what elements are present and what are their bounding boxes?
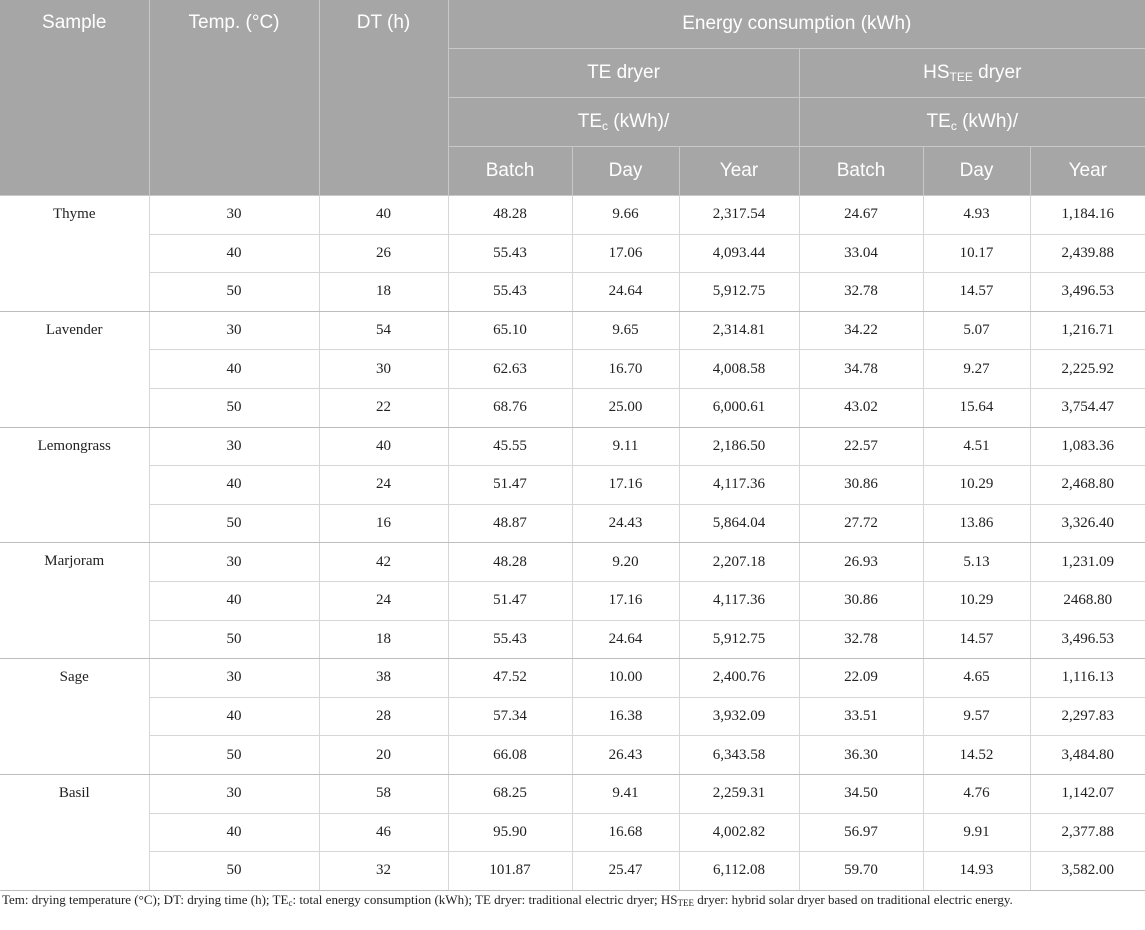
te-day-cell: 24.64 — [572, 620, 679, 659]
hs-batch-cell: 30.86 — [799, 581, 923, 620]
header-hs-year: Year — [1030, 147, 1145, 196]
te-year-cell: 2,186.50 — [679, 427, 799, 466]
te-batch-cell: 48.28 — [448, 543, 572, 582]
sample-name: Lavender — [0, 311, 149, 427]
hs-year-cell: 3,582.00 — [1030, 852, 1145, 891]
sample-name: Basil — [0, 774, 149, 890]
header-hs-day: Day — [923, 147, 1030, 196]
te-day-cell: 9.41 — [572, 774, 679, 813]
te-day-cell: 10.00 — [572, 659, 679, 698]
temp-cell: 40 — [149, 813, 319, 852]
te-year-cell: 4,117.36 — [679, 581, 799, 620]
te-year-cell: 5,912.75 — [679, 273, 799, 312]
hs-day-cell: 4.76 — [923, 774, 1030, 813]
hs-day-cell: 14.57 — [923, 620, 1030, 659]
hs-batch-cell: 30.86 — [799, 466, 923, 505]
temp-cell: 50 — [149, 388, 319, 427]
te-batch-cell: 55.43 — [448, 273, 572, 312]
te-year-cell: 5,864.04 — [679, 504, 799, 543]
hs-day-cell: 10.17 — [923, 234, 1030, 273]
te-batch-cell: 51.47 — [448, 581, 572, 620]
te-day-cell: 9.66 — [572, 196, 679, 235]
table-row — [0, 736, 1145, 775]
temp-cell: 30 — [149, 196, 319, 235]
hs-year-cell: 2,377.88 — [1030, 813, 1145, 852]
hs-batch-cell: 34.50 — [799, 774, 923, 813]
dt-cell: 40 — [319, 427, 448, 466]
dt-cell: 42 — [319, 543, 448, 582]
hs-year-cell: 3,496.53 — [1030, 620, 1145, 659]
hs-day-cell: 5.13 — [923, 543, 1030, 582]
dt-cell: 16 — [319, 504, 448, 543]
sample-name: Lemongrass — [0, 427, 149, 543]
te-year-cell: 4,117.36 — [679, 466, 799, 505]
hs-year-cell: 1,231.09 — [1030, 543, 1145, 582]
dt-cell: 20 — [319, 736, 448, 775]
hs-day-cell: 9.91 — [923, 813, 1030, 852]
header-hs-tec: $TE_c$ (kWh)/ — [799, 98, 1145, 147]
table-row — [0, 659, 1145, 698]
header-te-year: Year — [679, 147, 799, 196]
table-row — [0, 350, 1145, 389]
hs-day-cell: 15.64 — [923, 388, 1030, 427]
hs-day-cell: 10.29 — [923, 466, 1030, 505]
sample-name: Sage — [0, 659, 149, 775]
hs-year-cell: 3,496.53 — [1030, 273, 1145, 312]
te-day-cell: 17.16 — [572, 466, 679, 505]
temp-cell: 30 — [149, 543, 319, 582]
te-year-cell: 2,259.31 — [679, 774, 799, 813]
temp-cell: 50 — [149, 504, 319, 543]
hs-year-cell: 1,083.36 — [1030, 427, 1145, 466]
hs-day-cell: 5.07 — [923, 311, 1030, 350]
temp-cell: 50 — [149, 852, 319, 891]
table-footnote: Tem: drying temperature (°C); DT: drying time (h); $TE_c$: total energy consumption (kWh); TE dryer: traditional electric dryer; $HS_{TEE}$ dryer: hybrid solar dryer based on traditional electric energy. — [2, 892, 1013, 908]
te-day-cell: 24.64 — [572, 273, 679, 312]
hs-batch-cell: 59.70 — [799, 852, 923, 891]
table-row — [0, 234, 1145, 273]
hs-year-cell: 3,754.47 — [1030, 388, 1145, 427]
te-batch-cell: 62.63 — [448, 350, 572, 389]
te-day-cell: 16.70 — [572, 350, 679, 389]
hs-batch-cell: 43.02 — [799, 388, 923, 427]
dt-cell: 30 — [319, 350, 448, 389]
te-year-cell: 6,000.61 — [679, 388, 799, 427]
temp-cell: 30 — [149, 774, 319, 813]
temp-cell: 40 — [149, 697, 319, 736]
temp-cell: 40 — [149, 234, 319, 273]
te-batch-cell: 48.87 — [448, 504, 572, 543]
table-header — [0, 0, 1145, 196]
te-year-cell: 6,112.08 — [679, 852, 799, 891]
temp-cell: 40 — [149, 350, 319, 389]
table-row — [0, 543, 1145, 582]
table-row — [0, 196, 1145, 235]
header-sample: Sample — [0, 0, 149, 196]
hs-year-cell: 3,326.40 — [1030, 504, 1145, 543]
te-day-cell: 16.38 — [572, 697, 679, 736]
te-batch-cell: 65.10 — [448, 311, 572, 350]
hs-batch-cell: 27.72 — [799, 504, 923, 543]
hs-batch-cell: 56.97 — [799, 813, 923, 852]
header-temp: Temp. (°C) — [149, 0, 319, 196]
table-body — [0, 196, 1145, 891]
te-year-cell: 4,008.58 — [679, 350, 799, 389]
hs-batch-cell: 33.51 — [799, 697, 923, 736]
hs-batch-cell: 33.04 — [799, 234, 923, 273]
te-batch-cell: 51.47 — [448, 466, 572, 505]
hs-day-cell: 14.93 — [923, 852, 1030, 891]
hs-day-cell: 9.57 — [923, 697, 1030, 736]
hs-day-cell: 4.93 — [923, 196, 1030, 235]
hs-year-cell: 1,216.71 — [1030, 311, 1145, 350]
te-batch-cell: 55.43 — [448, 234, 572, 273]
table-row — [0, 466, 1145, 505]
hs-year-cell: 1,184.16 — [1030, 196, 1145, 235]
dt-cell: 38 — [319, 659, 448, 698]
hs-batch-cell: 26.93 — [799, 543, 923, 582]
te-year-cell: 3,932.09 — [679, 697, 799, 736]
te-day-cell: 25.47 — [572, 852, 679, 891]
temp-cell: 50 — [149, 736, 319, 775]
hs-year-cell: 2,439.88 — [1030, 234, 1145, 273]
hs-day-cell: 13.86 — [923, 504, 1030, 543]
te-batch-cell: 68.76 — [448, 388, 572, 427]
table-row — [0, 774, 1145, 813]
hs-day-cell: 4.65 — [923, 659, 1030, 698]
table-row — [0, 620, 1145, 659]
header-te-dryer: TE dryer — [448, 49, 799, 98]
te-day-cell: 9.20 — [572, 543, 679, 582]
table-row — [0, 697, 1145, 736]
temp-cell: 50 — [149, 620, 319, 659]
table-row — [0, 311, 1145, 350]
hs-batch-cell: 34.22 — [799, 311, 923, 350]
dt-cell: 24 — [319, 581, 448, 620]
table-row — [0, 273, 1145, 312]
hs-batch-cell: 36.30 — [799, 736, 923, 775]
te-day-cell: 26.43 — [572, 736, 679, 775]
table-row — [0, 852, 1145, 891]
sample-name: Marjoram — [0, 543, 149, 659]
te-batch-cell: 57.34 — [448, 697, 572, 736]
te-day-cell: 9.11 — [572, 427, 679, 466]
te-year-cell: 4,002.82 — [679, 813, 799, 852]
hs-batch-cell: 22.09 — [799, 659, 923, 698]
te-year-cell: 6,343.58 — [679, 736, 799, 775]
te-batch-cell: 66.08 — [448, 736, 572, 775]
hs-year-cell: 2468.80 — [1030, 581, 1145, 620]
hs-day-cell: 14.57 — [923, 273, 1030, 312]
hs-year-cell: 2,297.83 — [1030, 697, 1145, 736]
dt-cell: 28 — [319, 697, 448, 736]
te-day-cell: 9.65 — [572, 311, 679, 350]
te-batch-cell: 55.43 — [448, 620, 572, 659]
te-day-cell: 17.16 — [572, 581, 679, 620]
te-day-cell: 17.06 — [572, 234, 679, 273]
te-year-cell: 5,912.75 — [679, 620, 799, 659]
temp-cell: 30 — [149, 659, 319, 698]
dt-cell: 24 — [319, 466, 448, 505]
hs-batch-cell: 32.78 — [799, 273, 923, 312]
temp-cell: 50 — [149, 273, 319, 312]
hs-year-cell: 2,225.92 — [1030, 350, 1145, 389]
te-year-cell: 2,207.18 — [679, 543, 799, 582]
hs-year-cell: 1,116.13 — [1030, 659, 1145, 698]
te-batch-cell: 68.25 — [448, 774, 572, 813]
dt-cell: 26 — [319, 234, 448, 273]
header-te-tec: $TE_c$ (kWh)/ — [448, 98, 799, 147]
hs-batch-cell: 22.57 — [799, 427, 923, 466]
te-year-cell: 2,314.81 — [679, 311, 799, 350]
hs-batch-cell: 34.78 — [799, 350, 923, 389]
te-day-cell: 16.68 — [572, 813, 679, 852]
temp-cell: 40 — [149, 466, 319, 505]
te-batch-cell: 48.28 — [448, 196, 572, 235]
dt-cell: 40 — [319, 196, 448, 235]
dt-cell: 58 — [319, 774, 448, 813]
hs-year-cell: 1,142.07 — [1030, 774, 1145, 813]
header-hs-dryer: $HS_{TEE}$ dryer — [799, 49, 1145, 98]
te-year-cell: 2,400.76 — [679, 659, 799, 698]
header-energy: Energy consumption (kWh) — [448, 0, 1145, 49]
sample-name: Thyme — [0, 196, 149, 312]
temp-cell: 40 — [149, 581, 319, 620]
header-te-day: Day — [572, 147, 679, 196]
table-row — [0, 388, 1145, 427]
te-batch-cell: 95.90 — [448, 813, 572, 852]
te-batch-cell: 47.52 — [448, 659, 572, 698]
table-row — [0, 504, 1145, 543]
dt-cell: 46 — [319, 813, 448, 852]
header-dt: DT (h) — [319, 0, 448, 196]
dt-cell: 32 — [319, 852, 448, 891]
te-batch-cell: 45.55 — [448, 427, 572, 466]
te-year-cell: 2,317.54 — [679, 196, 799, 235]
hs-batch-cell: 24.67 — [799, 196, 923, 235]
table-row — [0, 581, 1145, 620]
table-row — [0, 813, 1145, 852]
header-te-batch: Batch — [448, 147, 572, 196]
dt-cell: 18 — [319, 273, 448, 312]
hs-day-cell: 4.51 — [923, 427, 1030, 466]
te-day-cell: 25.00 — [572, 388, 679, 427]
temp-cell: 30 — [149, 311, 319, 350]
hs-day-cell: 14.52 — [923, 736, 1030, 775]
dt-cell: 18 — [319, 620, 448, 659]
te-year-cell: 4,093.44 — [679, 234, 799, 273]
hs-day-cell: 9.27 — [923, 350, 1030, 389]
header-hs-batch: Batch — [799, 147, 923, 196]
te-batch-cell: 101.87 — [448, 852, 572, 891]
hs-day-cell: 10.29 — [923, 581, 1030, 620]
dt-cell: 22 — [319, 388, 448, 427]
te-day-cell: 24.43 — [572, 504, 679, 543]
hs-batch-cell: 32.78 — [799, 620, 923, 659]
hs-year-cell: 3,484.80 — [1030, 736, 1145, 775]
temp-cell: 30 — [149, 427, 319, 466]
dt-cell: 54 — [319, 311, 448, 350]
hs-year-cell: 2,468.80 — [1030, 466, 1145, 505]
table-row — [0, 427, 1145, 466]
